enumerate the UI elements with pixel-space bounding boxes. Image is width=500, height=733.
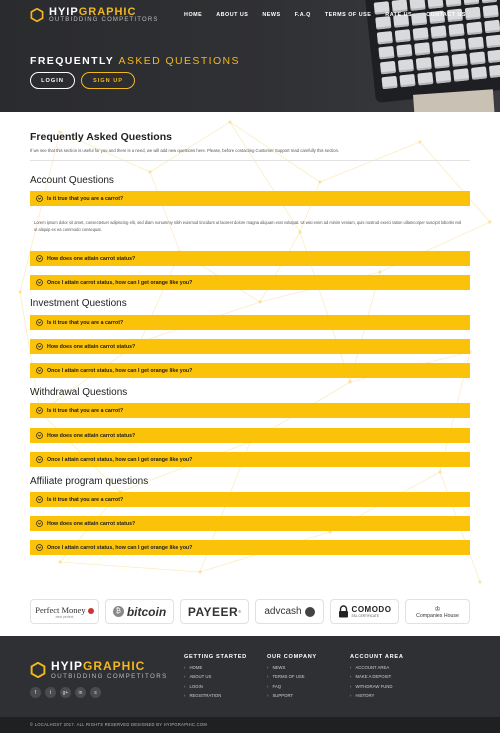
keyboard-key — [445, 0, 461, 7]
footer-col-title: GETTING STARTED — [184, 654, 247, 660]
chevron-icon — [36, 255, 43, 262]
faq-item[interactable] — [30, 492, 470, 507]
faq-item[interactable] — [30, 516, 470, 531]
network-node — [438, 470, 441, 473]
keyboard-key — [484, 20, 500, 34]
keyboard-key — [450, 38, 466, 52]
keyboard-key — [399, 74, 415, 88]
keyboard-key — [434, 55, 450, 69]
network-node — [228, 120, 231, 123]
network-line — [60, 562, 200, 572]
chevron-icon — [36, 407, 43, 414]
network-node — [418, 140, 421, 143]
keyboard-key — [448, 23, 464, 37]
footer-col-our-company — [267, 654, 317, 703]
keyboard-key — [483, 5, 499, 19]
footer-link[interactable]: › ACCOUNT AREA — [350, 665, 404, 670]
keyboard-key — [466, 22, 482, 36]
nav-about-us[interactable]: ABOUT US — [216, 12, 249, 18]
copyright-bar — [0, 717, 500, 733]
keyboard-key — [465, 7, 481, 21]
footer-link[interactable]: › FAQ — [267, 684, 317, 689]
faq-question: Once I attain carrot status, how can I get orange like you? — [47, 367, 193, 374]
chevron-icon — [36, 432, 43, 439]
faq-item[interactable] — [30, 363, 470, 378]
keyboard-key — [452, 53, 468, 67]
keyboard-key — [413, 27, 429, 41]
faq-question: Once I attain carrot status, how can I get orange like you? — [47, 279, 193, 286]
faq-item[interactable] — [30, 540, 470, 555]
advcash-icon — [305, 607, 315, 617]
section-title-affiliate: Affiliate program questions — [30, 476, 149, 487]
nav-contact-us[interactable]: CONTACT US — [426, 12, 466, 18]
keyboard-key — [409, 0, 425, 11]
network-node — [58, 560, 61, 563]
keyboard-key — [481, 0, 497, 3]
faq-question: How does one attain carrot status? — [47, 432, 136, 439]
copyright-text: © LOCALHOST 2017. ALL RIGHTS RESERVED DESIGNED BY HYIPGRAPHIC.COM — [30, 722, 208, 727]
chevron-icon — [36, 195, 43, 202]
chevron-icon — [36, 520, 43, 527]
keyboard-key — [463, 0, 479, 5]
chevron-icon — [36, 343, 43, 350]
faq-question: Once I attain carrot status, how can I get orange like you? — [47, 456, 193, 463]
faq-question: How does one attain carrot status? — [47, 255, 136, 262]
keyboard-key — [435, 70, 451, 84]
keyboard-key — [487, 50, 500, 64]
faq-item[interactable] — [30, 191, 470, 206]
signup-button[interactable]: SIGN UP — [81, 72, 135, 89]
faq-question: Is it true that you are a carrot? — [47, 195, 124, 202]
faq-content — [0, 112, 500, 594]
social-links — [30, 687, 101, 698]
footer-col-getting-started — [184, 654, 247, 703]
faq-item[interactable] — [30, 275, 470, 290]
chevron-icon — [36, 319, 43, 326]
network-node — [198, 570, 201, 573]
faq-question: How does one attain carrot status? — [47, 520, 136, 527]
faq-question: Is it true that you are a carrot? — [47, 407, 124, 414]
footer-link[interactable]: › SUPPORT — [267, 693, 317, 698]
network-node — [378, 270, 381, 273]
bitcoin-logo[interactable]: ₿ bitcoin — [105, 599, 174, 624]
network-node — [318, 180, 321, 183]
keyboard-key — [430, 25, 446, 39]
network-node — [348, 380, 351, 383]
footer-link[interactable]: › WITHDRAW FUND — [350, 684, 404, 689]
footer-link[interactable]: › LOGIN — [184, 684, 247, 689]
faq-question: How does one attain carrot status? — [47, 343, 136, 350]
section-title-withdrawal: Withdrawal Questions — [30, 387, 128, 398]
network-node — [478, 580, 481, 583]
footer-logo[interactable] — [30, 659, 168, 680]
logo-tagline: OUTBIDDING COMPETITORS — [49, 17, 159, 23]
keyboard-key — [416, 57, 432, 71]
footer-col-title: OUR COMPANY — [267, 654, 317, 660]
footer-link[interactable]: › MAKE A DEPOSIT — [350, 674, 404, 679]
footer-col-title: ACCOUNT AREA — [350, 654, 404, 660]
footer-link[interactable]: › NEWS — [267, 665, 317, 670]
network-line — [150, 122, 230, 172]
perfect-money-logo[interactable]: Perfect Money best perfect — [30, 599, 99, 624]
lock-icon — [338, 605, 349, 618]
companies-house-logo[interactable]: ♔ Companies House — [405, 599, 470, 624]
chevron-icon — [36, 544, 43, 551]
site-footer — [0, 636, 500, 717]
keyboard-key — [395, 29, 411, 43]
keyboard-key — [453, 68, 469, 82]
hexagon-logo-icon — [30, 662, 46, 678]
network-node — [488, 220, 491, 223]
payeer-logo[interactable]: PAYEER ® — [180, 599, 249, 624]
faq-item[interactable] — [30, 428, 470, 443]
site-logo[interactable] — [30, 6, 159, 23]
nav-faq[interactable]: F.A.Q — [294, 12, 311, 18]
network-line — [150, 172, 180, 252]
footer-link[interactable]: › ABOUT US — [184, 674, 247, 679]
footer-link[interactable]: › HISTORY — [350, 693, 404, 698]
keyboard-key — [489, 64, 500, 78]
login-button[interactable]: LOGIN — [30, 72, 75, 89]
nav-rate-us[interactable]: RATE US — [385, 12, 413, 18]
keyboard-key — [427, 0, 443, 9]
chevron-icon — [36, 279, 43, 286]
footer-link[interactable]: › TERMS OF USE — [267, 674, 317, 679]
keyboard-key — [417, 72, 433, 86]
footer-logo-name: HYIPGRAPHIC — [51, 659, 146, 673]
faq-question: Is it true that you are a carrot? — [47, 496, 124, 503]
twitter-icon[interactable]: t — [45, 687, 56, 698]
network-line — [230, 122, 300, 232]
faq-answer: Lorem ipsum dolor sit amet, consectetuer adipiscing elit, sed diam nonummy nibh euismod tincidunt ut laoreet dolore magna aliquam erat volutpat. Ut wisi enim ad minim veniam, quis nostrud exerci tation ullamcorper suscipit lobortis nisl ut aliquip ex ea commodo consequat. — [34, 220, 462, 232]
keyboard-key — [396, 44, 412, 58]
crest-icon: ♔ — [434, 605, 441, 613]
keyboard-key — [414, 42, 430, 56]
faq-heading: Frequently Asked Questions — [30, 131, 172, 143]
chevron-icon — [36, 496, 43, 503]
faq-intro: If we see that this section is useful for you and there is a need, we will add new questions here. Please, before contacting Customer Support read carefully this section. — [30, 148, 470, 161]
faq-item[interactable] — [30, 339, 470, 354]
logo-name: HYIPGRAPHIC — [49, 6, 137, 18]
hero-header — [0, 0, 500, 112]
faq-item[interactable] — [30, 403, 470, 418]
keyboard-key — [398, 59, 414, 73]
nav-news[interactable]: NEWS — [262, 12, 281, 18]
network-line — [260, 232, 300, 302]
keyboard-key — [432, 40, 448, 54]
comodo-logo[interactable]: COMODO SSL CERTIFICATE — [330, 599, 399, 624]
keyboard-key — [377, 31, 393, 45]
section-title-investment: Investment Questions — [30, 298, 127, 309]
keyboard-key — [471, 66, 487, 80]
network-node — [258, 300, 261, 303]
keyboard-key — [392, 0, 408, 13]
page-title: FREQUENTLY ASKED QUESTIONS — [30, 55, 240, 67]
advcash-logo[interactable]: advcash — [255, 599, 324, 624]
keyboard-key — [375, 16, 391, 30]
nav-terms[interactable]: TERMS OF USE — [324, 12, 372, 18]
bitcoin-icon: ₿ — [113, 606, 124, 617]
chevron-icon — [36, 456, 43, 463]
main-nav — [184, 12, 466, 18]
hexagon-logo-icon — [30, 8, 44, 22]
keyboard-key — [469, 51, 485, 65]
keyboard-key — [378, 46, 394, 60]
google-plus-icon[interactable]: g+ — [60, 687, 71, 698]
network-node — [18, 290, 21, 293]
chevron-icon — [36, 367, 43, 374]
keyboard-key — [486, 35, 500, 49]
section-title-account: Account Questions — [30, 175, 114, 186]
faq-item[interactable] — [30, 452, 470, 467]
network-node — [148, 170, 151, 173]
nav-home[interactable]: HOME — [184, 12, 203, 18]
footer-link[interactable]: › HOME — [184, 665, 247, 670]
footer-link[interactable]: › REGISTRATION — [184, 693, 247, 698]
faq-item[interactable] — [30, 251, 470, 266]
faq-item[interactable] — [30, 315, 470, 330]
footer-col-account-area — [350, 654, 404, 703]
faq-question: Is it true that you are a carrot? — [47, 319, 124, 326]
partner-logos — [0, 594, 500, 636]
footer-logo-tagline: OUTBIDDING COMPETITORS — [51, 673, 168, 680]
faq-question: Once I attain carrot status, how can I get orange like you? — [47, 544, 193, 551]
keyboard-key — [468, 37, 484, 51]
skype-icon[interactable]: s — [90, 687, 101, 698]
keyboard-key — [380, 61, 396, 75]
facebook-icon[interactable]: f — [30, 687, 41, 698]
keyboard-key — [381, 76, 397, 90]
linkedin-icon[interactable]: in — [75, 687, 86, 698]
